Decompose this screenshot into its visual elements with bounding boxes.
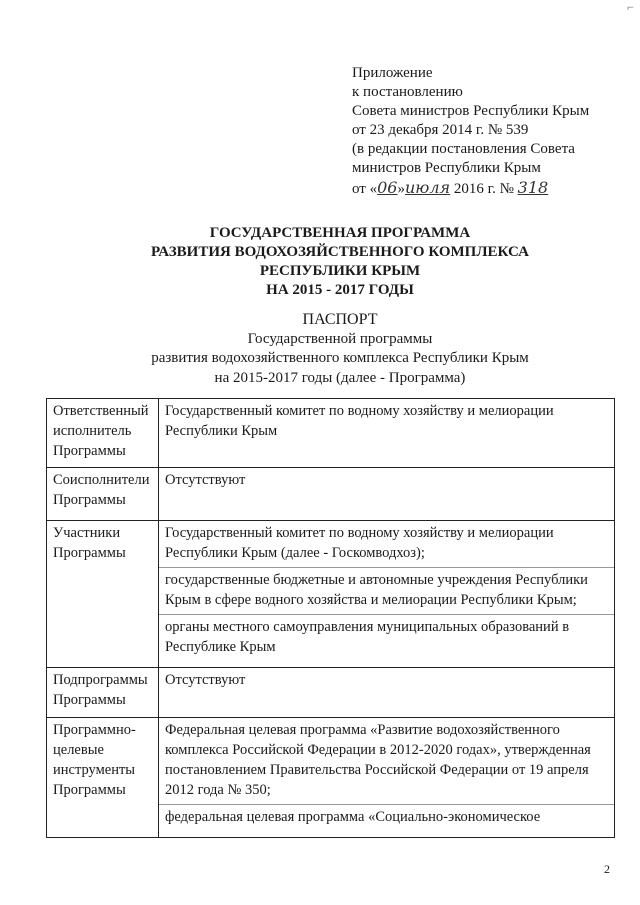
page-number: 2 bbox=[604, 862, 610, 876]
row-label: Подпрограммы Программы bbox=[47, 668, 159, 718]
row-content bbox=[159, 668, 615, 718]
content-item: федеральная целевая программа «Социально-экономическое bbox=[159, 804, 614, 831]
row-label: Программно-целевые инструменты Программы bbox=[47, 718, 159, 838]
passport-title: ПАСПОРТ bbox=[302, 311, 378, 328]
amendment-date-line bbox=[352, 178, 622, 199]
content-item: органы местного самоуправления муниципальных образований в Республике Крым bbox=[159, 614, 614, 661]
appendix-line: Приложение bbox=[352, 65, 433, 81]
table-row bbox=[47, 668, 615, 718]
appendix-line: от 23 декабря 2014 г. № 539 bbox=[352, 122, 529, 138]
title-line: РЕСПУБЛИКИ КРЫМ bbox=[259, 263, 421, 279]
content-item: Отсутствуют bbox=[165, 472, 246, 488]
title-line: НА 2015 - 2017 ГОДЫ bbox=[266, 282, 414, 298]
content-item: Отсутствуют bbox=[165, 672, 246, 688]
passport-subtitle: развития водохозяйственного комплекса Республики Крым bbox=[151, 350, 529, 366]
row-label: Ответственный исполнитель Программы bbox=[47, 399, 159, 468]
content-item: Государственный комитет по водному хозяйству и мелиорации Республики Крым (далее - Госкомводхоз); bbox=[165, 525, 554, 561]
corner-mark: ⌐ bbox=[627, 0, 634, 14]
handwritten-month: июля bbox=[404, 178, 451, 197]
row-label: Соисполнители Программы bbox=[47, 468, 159, 521]
handwritten-day: 06 bbox=[377, 178, 398, 197]
content-item: государственные бюджетные и автономные учреждения Республики Крым в сфере водного хозяйства и мелиорации Республики Крым; bbox=[159, 567, 614, 614]
row-label: Участники Программы bbox=[47, 521, 159, 668]
appendix-line: к постановлению bbox=[352, 84, 463, 100]
content-item: Федеральная целевая программа «Развитие водохозяйственного комплекса Российской Федерации в 2012-2020 годах», утвержденная постановлением Правительства Российской Федерации от 19 апреля 2012 года № 350; bbox=[165, 722, 591, 798]
table-row bbox=[47, 718, 615, 838]
document-title bbox=[40, 224, 640, 300]
passport-subtitle: Государственной программы bbox=[247, 330, 433, 347]
appendix-block bbox=[352, 64, 622, 199]
appendix-line: министров Республики Крым bbox=[352, 160, 541, 176]
row-content bbox=[159, 468, 615, 521]
table-row bbox=[47, 399, 615, 468]
title-line: РАЗВИТИЯ ВОДОХОЗЯЙСТВЕННОГО КОМПЛЕКСА bbox=[151, 244, 529, 260]
title-line: ГОСУДАРСТВЕННАЯ ПРОГРАММА bbox=[209, 225, 471, 241]
table-row bbox=[47, 521, 615, 668]
table-row bbox=[47, 468, 615, 521]
passport-heading bbox=[40, 310, 640, 388]
date-mid: » bbox=[397, 181, 405, 197]
date-year: 2016 г. № bbox=[450, 181, 518, 197]
handwritten-number: 318 bbox=[517, 178, 549, 197]
passport-table bbox=[46, 398, 615, 838]
row-content bbox=[159, 521, 615, 668]
passport-subtitle: на 2015-2017 годы (далее - Программа) bbox=[214, 369, 466, 386]
appendix-line: Совета министров Республики Крым bbox=[352, 103, 590, 119]
row-content bbox=[159, 718, 615, 838]
content-item: Государственный комитет по водному хозяйству и мелиорации Республики Крым bbox=[165, 403, 554, 439]
date-prefix: от « bbox=[352, 181, 378, 197]
row-content bbox=[159, 399, 615, 468]
appendix-line: (в редакции постановления Совета bbox=[352, 141, 575, 157]
